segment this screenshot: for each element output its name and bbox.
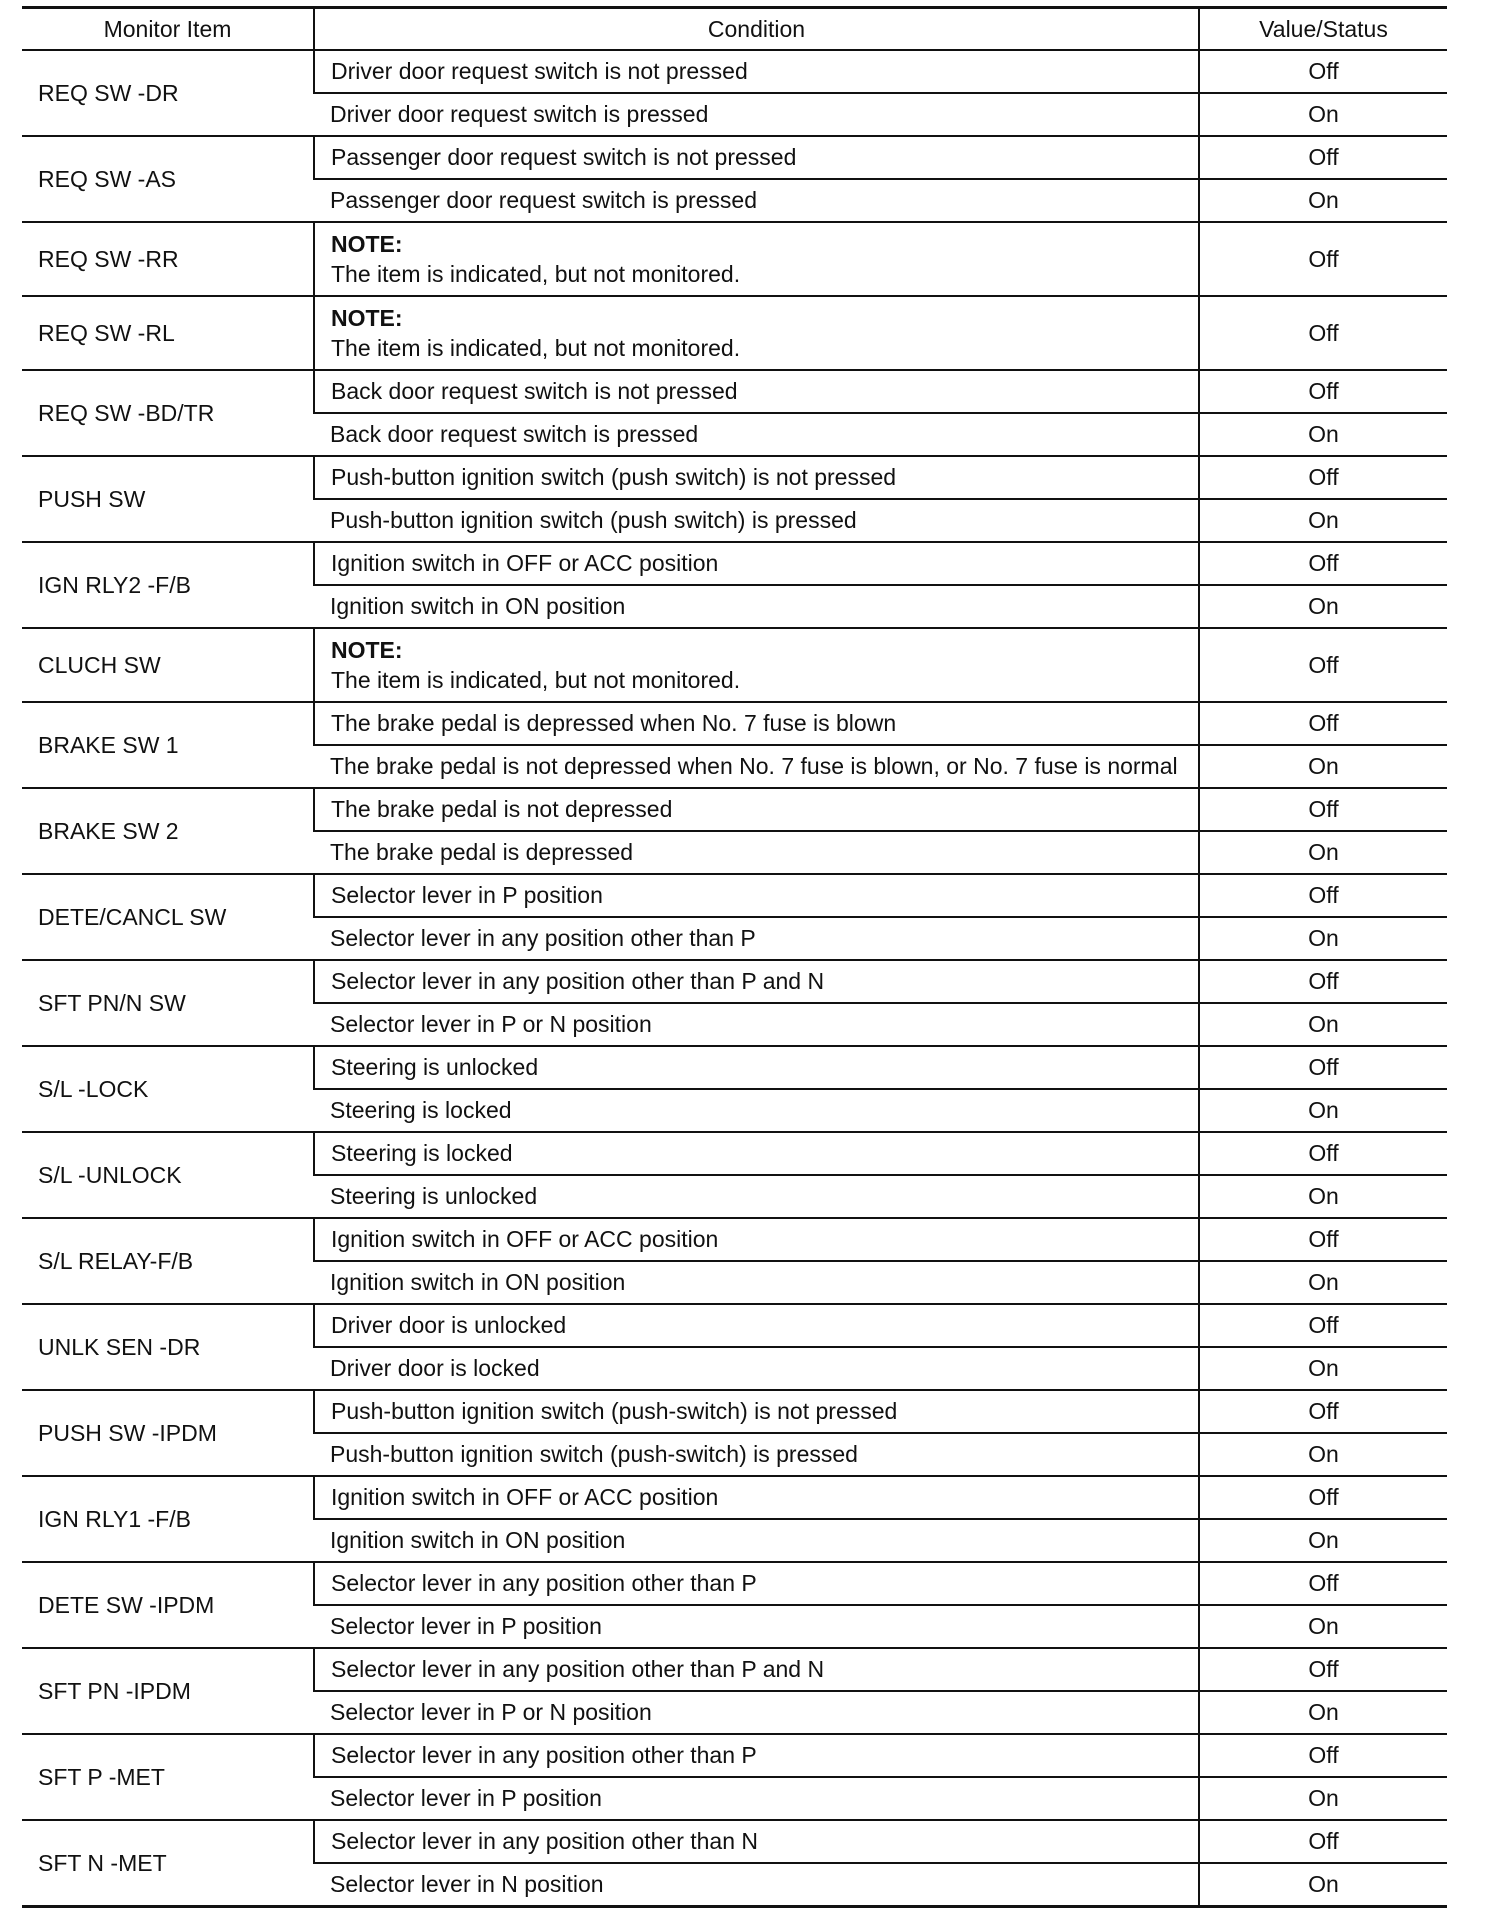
value-status-cell: Off	[1199, 1390, 1447, 1433]
value-status-cell: On	[1199, 1863, 1447, 1907]
monitor-item-cell: SFT N -MET	[22, 1820, 314, 1907]
condition-cell: Push-button ignition switch (push switch) is not pressed	[314, 456, 1199, 499]
condition-cell: Ignition switch in OFF or ACC position	[314, 1476, 1199, 1519]
value-status-cell: On	[1199, 1433, 1447, 1476]
condition-cell: Steering is locked	[314, 1132, 1199, 1175]
condition-cell: Selector lever in any position other than P and N	[314, 960, 1199, 1003]
value-status-cell: On	[1199, 1347, 1447, 1390]
table-row	[22, 1218, 1447, 1261]
condition-cell: Selector lever in P position	[314, 1777, 1199, 1820]
value-status-cell: Off	[1199, 1476, 1447, 1519]
table-row	[22, 542, 1447, 585]
condition-cell: Selector lever in P position	[314, 1605, 1199, 1648]
monitor-item-cell: BRAKE SW 2	[22, 788, 314, 874]
value-status-cell: Off	[1199, 136, 1447, 179]
value-status-cell: On	[1199, 179, 1447, 222]
condition-cell: The brake pedal is depressed when No. 7 fuse is blown	[314, 702, 1199, 745]
table-row	[22, 456, 1447, 499]
table-row	[22, 1734, 1447, 1777]
value-status-cell: Off	[1199, 1562, 1447, 1605]
condition-cell: Selector lever in P or N position	[314, 1691, 1199, 1734]
value-status-cell: Off	[1199, 50, 1447, 93]
value-status-cell: Off	[1199, 788, 1447, 831]
value-status-cell: Off	[1199, 628, 1447, 702]
value-status-cell: On	[1199, 1089, 1447, 1132]
condition-cell: Push-button ignition switch (push-switch) is not pressed	[314, 1390, 1199, 1433]
condition-cell: Ignition switch in OFF or ACC position	[314, 542, 1199, 585]
condition-cell: Steering is unlocked	[314, 1046, 1199, 1089]
condition-text: The item is indicated, but not monitored.	[331, 667, 741, 693]
value-status-cell: Off	[1199, 1648, 1447, 1691]
table-row	[22, 960, 1447, 1003]
monitor-item-cell: REQ SW -RR	[22, 222, 314, 296]
value-status-cell: Off	[1199, 1132, 1447, 1175]
header-monitor-item: Monitor Item	[22, 8, 314, 51]
table-row	[22, 296, 1447, 370]
value-status-cell: On	[1199, 1691, 1447, 1734]
condition-cell: Selector lever in any position other than P	[314, 917, 1199, 960]
monitor-item-cell: S/L -LOCK	[22, 1046, 314, 1132]
condition-cell: Ignition switch in ON position	[314, 585, 1199, 628]
monitor-item-table	[22, 6, 1447, 1908]
condition-cell: The brake pedal is not depressed when No. 7 fuse is blown, or No. 7 fuse is normal	[314, 745, 1199, 788]
table-row	[22, 1648, 1447, 1691]
monitor-item-cell: PUSH SW -IPDM	[22, 1390, 314, 1476]
table-row	[22, 1476, 1447, 1519]
condition-text: The item is indicated, but not monitored.	[331, 261, 741, 287]
condition-cell: Push-button ignition switch (push switch) is pressed	[314, 499, 1199, 542]
table-row	[22, 628, 1447, 702]
table-row	[22, 136, 1447, 179]
table-row	[22, 702, 1447, 745]
condition-cell: Ignition switch in OFF or ACC position	[314, 1218, 1199, 1261]
condition-cell: Back door request switch is pressed	[314, 413, 1199, 456]
value-status-cell: Off	[1199, 1304, 1447, 1347]
condition-cell: The brake pedal is not depressed	[314, 788, 1199, 831]
table-row	[22, 1390, 1447, 1433]
condition-cell: Passenger door request switch is not pressed	[314, 136, 1199, 179]
value-status-cell: Off	[1199, 874, 1447, 917]
table-row	[22, 50, 1447, 93]
value-status-cell: Off	[1199, 1046, 1447, 1089]
value-status-cell: Off	[1199, 1218, 1447, 1261]
monitor-item-cell: PUSH SW	[22, 456, 314, 542]
table-row	[22, 1046, 1447, 1089]
condition-cell: Back door request switch is not pressed	[314, 370, 1199, 413]
monitor-item-cell: S/L RELAY-F/B	[22, 1218, 314, 1304]
header-value-status: Value/Status	[1199, 8, 1447, 51]
note-label: NOTE:	[331, 305, 403, 331]
monitor-item-cell: SFT PN -IPDM	[22, 1648, 314, 1734]
condition-cell: The brake pedal is depressed	[314, 831, 1199, 874]
monitor-item-cell: DETE/CANCL SW	[22, 874, 314, 960]
table-body	[22, 50, 1447, 1907]
table-row	[22, 1304, 1447, 1347]
value-status-cell: On	[1199, 1605, 1447, 1648]
monitor-item-cell: IGN RLY1 -F/B	[22, 1476, 314, 1562]
monitor-item-cell: BRAKE SW 1	[22, 702, 314, 788]
monitor-item-cell: S/L -UNLOCK	[22, 1132, 314, 1218]
monitor-item-cell: SFT PN/N SW	[22, 960, 314, 1046]
condition-cell: Driver door is unlocked	[314, 1304, 1199, 1347]
value-status-cell: Off	[1199, 542, 1447, 585]
condition-cell: Selector lever in P position	[314, 874, 1199, 917]
value-status-cell: On	[1199, 93, 1447, 136]
condition-cell: Driver door request switch is pressed	[314, 93, 1199, 136]
condition-cell: Passenger door request switch is pressed	[314, 179, 1199, 222]
value-status-cell: Off	[1199, 370, 1447, 413]
condition-cell: Selector lever in N position	[314, 1863, 1199, 1907]
value-status-cell: Off	[1199, 1820, 1447, 1863]
condition-cell: Steering is unlocked	[314, 1175, 1199, 1218]
value-status-cell: On	[1199, 413, 1447, 456]
value-status-cell: On	[1199, 1777, 1447, 1820]
monitor-item-cell: REQ SW -BD/TR	[22, 370, 314, 456]
table-row	[22, 1820, 1447, 1863]
table-row	[22, 1132, 1447, 1175]
value-status-cell: On	[1199, 1175, 1447, 1218]
value-status-cell: On	[1199, 499, 1447, 542]
condition-cell: Driver door request switch is not pressed	[314, 50, 1199, 93]
condition-cell	[314, 628, 1199, 702]
monitor-item-cell: REQ SW -DR	[22, 50, 314, 136]
condition-cell: Selector lever in any position other than N	[314, 1820, 1199, 1863]
monitor-item-cell: UNLK SEN -DR	[22, 1304, 314, 1390]
value-status-cell: Off	[1199, 222, 1447, 296]
note-label: NOTE:	[331, 637, 403, 663]
table-row	[22, 874, 1447, 917]
condition-cell: Ignition switch in ON position	[314, 1519, 1199, 1562]
monitor-item-cell: REQ SW -RL	[22, 296, 314, 370]
monitor-item-cell: CLUCH SW	[22, 628, 314, 702]
condition-cell: Driver door is locked	[314, 1347, 1199, 1390]
value-status-cell: Off	[1199, 1734, 1447, 1777]
table-row	[22, 370, 1447, 413]
condition-cell: Push-button ignition switch (push-switch) is pressed	[314, 1433, 1199, 1476]
condition-text: The item is indicated, but not monitored.	[331, 335, 741, 361]
value-status-cell: On	[1199, 1261, 1447, 1304]
monitor-item-cell: REQ SW -AS	[22, 136, 314, 222]
table-row	[22, 1562, 1447, 1605]
condition-cell: Ignition switch in ON position	[314, 1261, 1199, 1304]
condition-cell	[314, 296, 1199, 370]
value-status-cell: Off	[1199, 456, 1447, 499]
condition-cell: Selector lever in any position other than P and N	[314, 1648, 1199, 1691]
monitor-item-cell: SFT P -MET	[22, 1734, 314, 1820]
value-status-cell: On	[1199, 745, 1447, 788]
value-status-cell: On	[1199, 1003, 1447, 1046]
value-status-cell: Off	[1199, 960, 1447, 1003]
value-status-cell: On	[1199, 1519, 1447, 1562]
header-condition: Condition	[314, 8, 1199, 51]
table-header-row	[22, 8, 1447, 51]
value-status-cell: On	[1199, 831, 1447, 874]
value-status-cell: On	[1199, 917, 1447, 960]
table-row	[22, 788, 1447, 831]
table-row	[22, 222, 1447, 296]
note-label: NOTE:	[331, 231, 403, 257]
value-status-cell: Off	[1199, 296, 1447, 370]
condition-cell	[314, 222, 1199, 296]
monitor-item-cell: DETE SW -IPDM	[22, 1562, 314, 1648]
condition-cell: Selector lever in any position other than P	[314, 1734, 1199, 1777]
monitor-item-cell: IGN RLY2 -F/B	[22, 542, 314, 628]
value-status-cell: On	[1199, 585, 1447, 628]
value-status-cell: Off	[1199, 702, 1447, 745]
condition-cell: Selector lever in any position other than P	[314, 1562, 1199, 1605]
condition-cell: Selector lever in P or N position	[314, 1003, 1199, 1046]
condition-cell: Steering is locked	[314, 1089, 1199, 1132]
